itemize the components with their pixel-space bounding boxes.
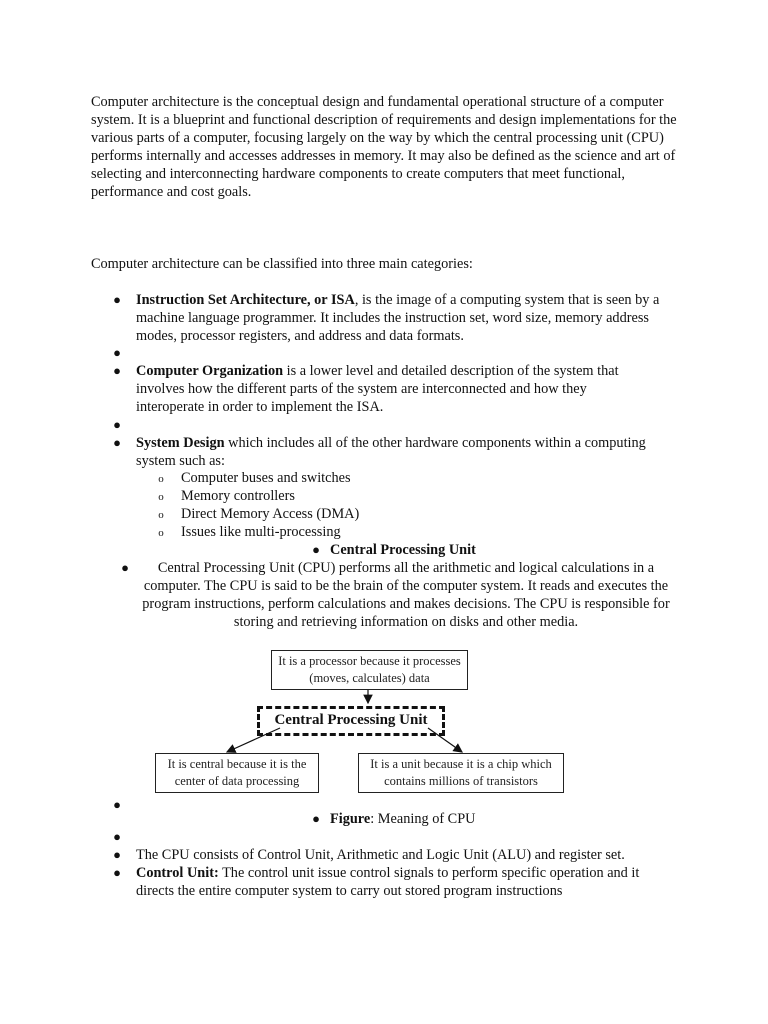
- sub-bullet-marker: o: [158, 509, 164, 521]
- bullet-marker: ●: [312, 811, 320, 826]
- bullet-marker: ●: [312, 542, 320, 557]
- sub-bullet-marker: o: [158, 491, 164, 503]
- central-box-line1: It is central because it is the: [167, 757, 307, 771]
- category-isa-term: Instruction Set Architecture, or ISA: [136, 292, 355, 308]
- central-box: [155, 753, 319, 793]
- unit-box: [358, 753, 564, 793]
- cpu-center-label-text: Central Processing Unit: [274, 712, 428, 728]
- central-box-line2: center of data processing: [174, 774, 300, 788]
- bullet-marker: ●: [113, 363, 121, 378]
- category-organization-text: is a lower level and detailed description of the system that involves how the different parts of the system are interconnected and how they interoperate in order to implement the ISA.: [136, 363, 619, 415]
- empty-bullet: ●: [113, 797, 121, 812]
- bullet-marker: ●: [113, 865, 121, 880]
- bullet-marker: ●: [113, 292, 121, 307]
- sub-bullet-marker: o: [158, 527, 164, 539]
- sub-bullet-marker: o: [158, 473, 164, 485]
- control-unit-text: The control unit issue control signals to perform specific operation and it directs the entire computer system to carry out stored program instructions: [136, 865, 640, 899]
- sub-item: Computer buses and switches: [181, 470, 351, 486]
- categories-lead: Computer architecture can be classified into three main categories:: [91, 256, 473, 272]
- intro-paragraph: Computer architecture is the conceptual design and fundamental operational structure of a computer system. It is a blueprint and functional description of requirements and design implementations for the various parts of a computer, focusing largely on the way by which the central processing unit (CPU) performs internally and accesses addresses in memory. It may also be defined as the science and art of selecting and interconnecting hardware components to create computers that meet functional, performance and cost goals.: [91, 94, 677, 200]
- empty-bullet: ●: [113, 345, 121, 360]
- category-system-design-term: System Design: [136, 435, 225, 451]
- unit-box-line2: contains millions of transistors: [384, 774, 538, 788]
- processor-box-line2: (moves, calculates) data: [309, 671, 430, 685]
- cpu-parts: The CPU consists of Control Unit, Arithmetic and Logic Unit (ALU) and register set.: [136, 847, 625, 863]
- cpu-center-label: [257, 706, 445, 736]
- figure-caption: [330, 810, 476, 828]
- processor-box: [271, 650, 468, 690]
- bullet-marker: ●: [113, 847, 121, 862]
- category-system-design-text: which includes all of the other hardware components within a computing system such as:: [136, 435, 646, 469]
- sub-item: Memory controllers: [181, 488, 295, 504]
- bullet-marker: ●: [113, 435, 121, 450]
- cpu-paragraph: Central Processing Unit (CPU) performs all the arithmetic and logical calculations in a computer. The CPU is said to be the brain of the computer system. It reads and executes the program instructions, perform calculations and makes decisions. The CPU is responsible for storing and retrieving information on disks and other media.: [142, 560, 670, 630]
- sub-item: Direct Memory Access (DMA): [181, 506, 360, 522]
- bullet-marker: ●: [121, 560, 129, 575]
- category-isa-text: , is the image of a computing system that is seen by a machine language programmer. It includes the instruction set, word size, memory address modes, processor registers, and address and data formats.: [136, 292, 660, 344]
- figure-caption-text: : Meaning of CPU: [370, 811, 476, 827]
- cpu-heading: Central Processing Unit: [330, 542, 476, 558]
- empty-bullet: ●: [113, 829, 121, 844]
- control-unit: [136, 864, 681, 900]
- unit-box-line1: It is a unit because it is a chip which: [370, 757, 552, 771]
- processor-box-line1: It is a processor because it processes: [278, 654, 461, 668]
- empty-bullet: ●: [113, 417, 121, 432]
- sub-item: Issues like multi-processing: [181, 524, 341, 540]
- category-organization-term: Computer Organization: [136, 363, 284, 379]
- control-unit-term: Control Unit:: [136, 865, 219, 881]
- figure-caption-label: Figure: [330, 811, 371, 827]
